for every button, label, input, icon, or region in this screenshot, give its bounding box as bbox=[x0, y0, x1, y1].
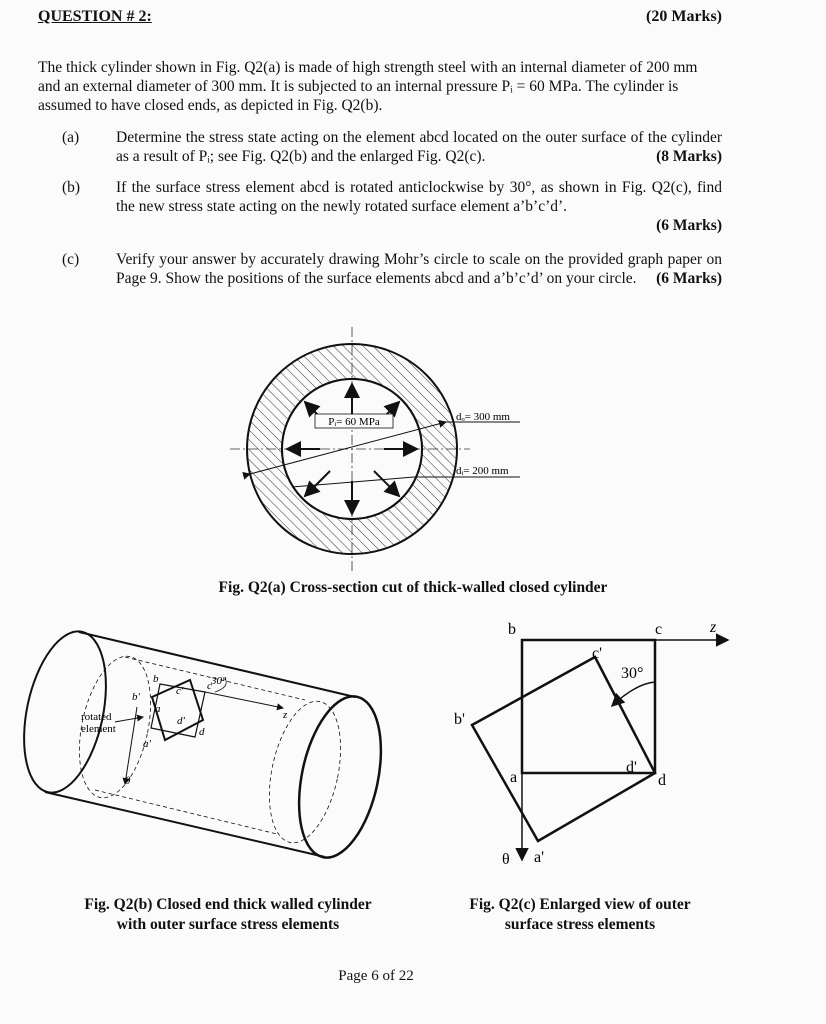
fig-b-z: z bbox=[283, 709, 288, 721]
fig-c-theta: θ bbox=[502, 851, 510, 868]
part-b-marks: (6 Marks) bbox=[656, 217, 722, 234]
figure-q2c-caption-line1: Fig. Q2(c) Enlarged view of outer bbox=[469, 896, 691, 913]
part-a-text: Determine the stress state acting on the element abcd located on the outer surface of the cylinder as a result of Pᵢ; see Fig. Q2(b) and the enlarged Fig. Q2(c). bbox=[116, 129, 722, 165]
fig-b-label-c-prime: c' bbox=[176, 685, 184, 697]
fig-b-label-b-prime: b' bbox=[132, 691, 140, 703]
part-b-label: (b) bbox=[62, 179, 81, 196]
rotated-element-square bbox=[472, 657, 655, 841]
rotated-element-pointer bbox=[115, 717, 143, 722]
fig-c-z: z bbox=[710, 619, 717, 636]
page-number: Page 6 of 22 bbox=[338, 968, 414, 984]
fig-c-label-b-prime: b' bbox=[454, 711, 465, 728]
part-c-text: Verify your answer by accurately drawing Mohr’s circle to scale on the provided graph paper on Page 9. Show the positions of the surface elements abcd and a’b’c’d’ on your circle. bbox=[116, 251, 722, 287]
part-a-marks: (8 Marks) bbox=[656, 148, 722, 165]
fig-b-label-a-prime: a' bbox=[143, 738, 151, 750]
part-c-marks: (6 Marks) bbox=[656, 270, 722, 287]
total-marks: (20 Marks) bbox=[646, 8, 722, 25]
figure-q2b-caption-line2: with outer surface stress elements bbox=[116, 916, 340, 933]
fig-c-label-a: a bbox=[510, 769, 518, 786]
inner-diameter-label: dᵢ= 200 mm bbox=[456, 465, 509, 477]
figure-q2c bbox=[440, 612, 760, 882]
fig-b-rotated: rotated bbox=[81, 711, 112, 723]
fig-c-label-b: b bbox=[508, 621, 516, 638]
question-title: QUESTION # 2: bbox=[38, 8, 152, 25]
fig-b-label-d: d bbox=[199, 726, 205, 738]
question-intro: The thick cylinder shown in Fig. Q2(a) is made of high strength steel with an internal diameter of 200 mm and an external diameter of 300 mm. It is subjected to an internal pressure Pᵢ = 60 MPa. The cylinder is assumed to have closed ends, as depicted in Fig. Q2(b). bbox=[38, 59, 698, 114]
fig-c-label-d-prime: d' bbox=[626, 759, 637, 776]
figure-q2c-caption bbox=[420, 895, 740, 935]
figure-q2b-caption bbox=[28, 895, 428, 935]
figure-q2b-caption-line1: Fig. Q2(b) Closed end thick walled cylinder bbox=[84, 896, 372, 913]
fig-b-label-d-prime: d' bbox=[177, 715, 185, 727]
figure-q2b bbox=[15, 612, 385, 882]
fig-c-label-c: c bbox=[655, 621, 663, 638]
fig-b-theta: θ bbox=[125, 775, 131, 787]
part-a-label: (a) bbox=[62, 129, 80, 146]
fig-c-angle: 30° bbox=[621, 665, 644, 682]
fig-b-label-b: b bbox=[153, 673, 159, 685]
fig-c-label-a-prime: a' bbox=[534, 849, 544, 866]
cylinder-drawing bbox=[15, 624, 385, 865]
outer-diameter-label: dₒ= 300 mm bbox=[456, 411, 510, 423]
part-c-label: (c) bbox=[62, 251, 80, 268]
part-a bbox=[62, 128, 722, 166]
figure-q2c-caption-line2: surface stress elements bbox=[504, 916, 656, 933]
fig-b-label-c: c bbox=[207, 680, 212, 692]
part-c bbox=[62, 250, 722, 288]
pressure-label: Pᵢ= 60 MPa bbox=[328, 416, 380, 428]
figure-q2a bbox=[220, 322, 540, 572]
fig-b-label-a: a bbox=[155, 703, 161, 715]
fig-b-element: element bbox=[81, 723, 116, 735]
figure-q2a-caption: Fig. Q2(a) Cross-section cut of thick-walled closed cylinder bbox=[218, 579, 608, 596]
fig-b-angle: 30° bbox=[211, 675, 227, 687]
fig-c-label-d: d bbox=[658, 772, 666, 789]
part-b-text: If the surface stress element abcd is rotated anticlockwise by 30°, as shown in Fig. Q2(c), find the new stress state acting on the newly rotated surface element a’b’c’d’. bbox=[116, 179, 722, 215]
fig-c-label-c-prime: c' bbox=[592, 645, 602, 662]
part-b bbox=[62, 178, 722, 235]
z-axis-arrow bbox=[205, 692, 283, 708]
